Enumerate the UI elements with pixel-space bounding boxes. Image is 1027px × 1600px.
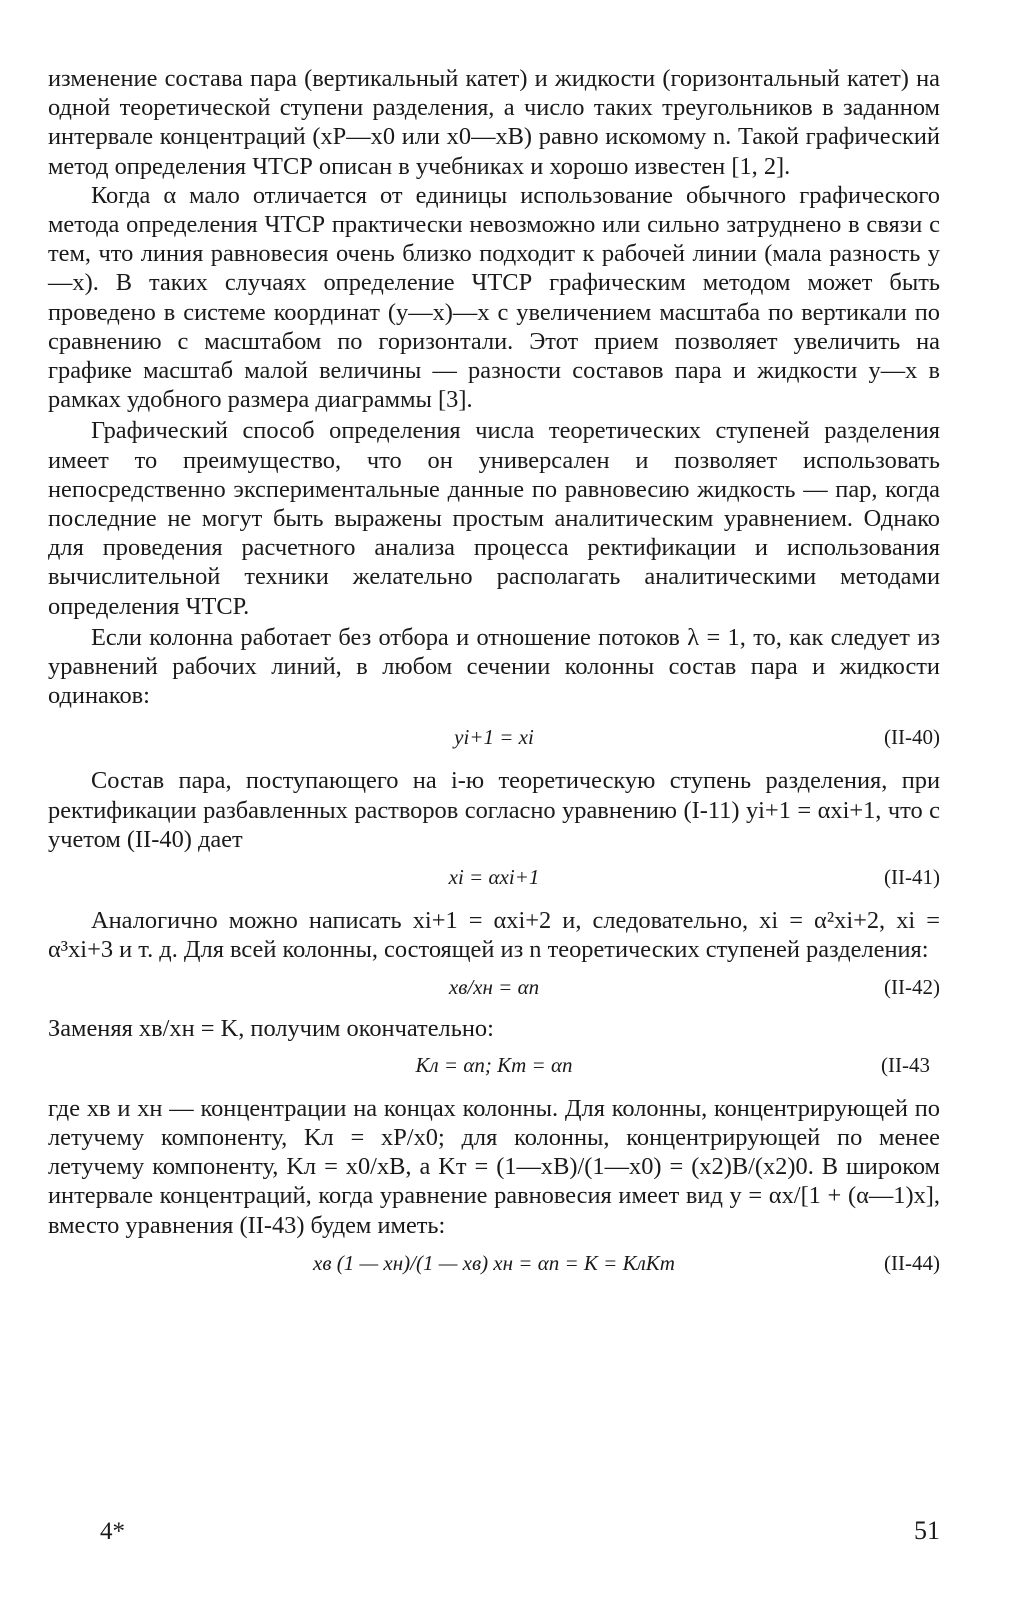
page-body bbox=[48, 64, 940, 1564]
paragraph-7: Заменяя xв/xн = K, получим окончательно: bbox=[48, 1015, 494, 1043]
equation-formula: Kл = αn; Kт = αn bbox=[415, 1052, 573, 1077]
equation-ii-40 bbox=[48, 722, 940, 752]
equation-ii-43 bbox=[48, 1050, 940, 1080]
page-footer bbox=[48, 1516, 940, 1548]
paragraph-1: изменение состава пара (вертикальный катет) и жидкости (горизонтальный катет) на одной теоретической ступени разделения, а число таких треугольников в заданном интервале концентраций (xP—x0 или x0—xB) равно искомому n. Такой графический метод определения ЧТСР описан в учебниках и хорошо известен [1, 2]. bbox=[48, 65, 940, 180]
paragraph-3: Графический способ определения числа теоретических ступеней разделения имеет то преимущество, что он универсален и позволяет использовать непосредственно экспериментальные данные по равновесию жидкость — пар, когда последние не могут быть выражены простым аналитическим уравнением. Однако для проведения расчетного анализа процесса ректификации и использования вычислительной техники желательно располагать аналитическими методами определения ЧТСР. bbox=[48, 417, 940, 620]
equation-formula: xв (1 — xн)/(1 — xв) xн = αn = K = KлKт bbox=[313, 1250, 675, 1275]
paragraph-6: Аналогично можно написать xi+1 = αxi+2 и, следовательно, xi = α²xi+2, xi = α³xi+3 и т. д. Для всей колонны, состоящей из n теоретических ступеней разделения: bbox=[48, 907, 940, 964]
paragraph-5: Состав пара, поступающего на i-ю теоретическую ступень разделения, при ректификации разбавленных растворов согласно уравнению (I-11) yi+1 = αxi+1, что с учетом (II-40) дает bbox=[48, 767, 940, 853]
paragraph-2: Когда α мало отличается от единицы использование обычного графического метода определения ЧТСР практически невозможно или сильно затруднено в связи с тем, что линия равновесия очень близко подходит к рабочей линии (мала разность y—x). В таких случаях определение ЧТСР графическим методом может быть проведено в системе координат (y—x)—x с увеличением масштаба по вертикали по сравнению с масштабом по горизонтали. Этот прием позволяет увеличить на графике масштаб малой величины — разности составов пара и жидкости y—x в рамках удобного размера диаграммы [3]. bbox=[48, 181, 940, 414]
equation-number: (II-43 bbox=[881, 1052, 930, 1077]
paragraph-4: Если колонна работает без отбора и отношение потоков λ = 1, то, как следует из уравнений рабочих линий, в любом сечении колонны состав пара и жидкости одинаков: bbox=[48, 623, 940, 710]
equation-ii-44 bbox=[48, 1248, 940, 1278]
equation-formula: xв/xн = αn bbox=[448, 975, 540, 1000]
equation-number: (II-42) bbox=[884, 975, 940, 1000]
equation-ii-41 bbox=[48, 862, 940, 892]
equation-number: (II-40) bbox=[884, 725, 940, 750]
signature-mark: 4* bbox=[100, 1518, 125, 1545]
equation-formula: yi+1 = xi bbox=[454, 725, 534, 750]
equation-number: (II-41) bbox=[884, 865, 940, 890]
paragraph-8: где xв и xн — концентрации на концах колонны. Для колонны, концентрирующей по летучему компоненту, Kл = xP/x0; для колонны, концентрирующей по менее летучему компоненту, Kл = x0/xB, а Kт = (1—xB)/(1—x0) = (x2)B/(x2)0. В широком интервале концентраций, когда уравнение равновесия имеет вид y = αx/[1 + (α—1)x], вместо уравнения (II-43) будем иметь: bbox=[48, 1094, 940, 1239]
page-number: 51 bbox=[914, 1516, 940, 1545]
equation-number: (II-44) bbox=[884, 1250, 940, 1275]
equation-ii-42 bbox=[48, 972, 940, 1002]
equation-formula: xi = αxi+1 bbox=[448, 865, 540, 890]
